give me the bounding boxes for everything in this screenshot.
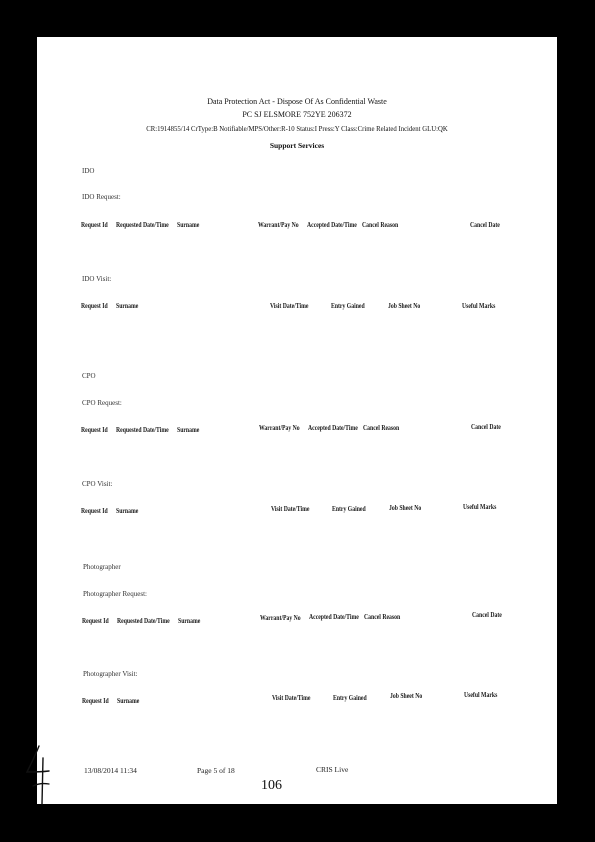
col-cancel-reason: Cancel Reason	[362, 221, 399, 229]
col-useful-marks: Useful Marks	[462, 302, 496, 310]
col-useful-marks: Useful Marks	[464, 691, 498, 699]
col-cancel-date: Cancel Date	[470, 221, 500, 229]
col-accepted-datetime: Accepted Date/Time	[309, 613, 359, 621]
header-line-1: Data Protection Act - Dispose Of As Confidential Waste	[207, 97, 387, 106]
col-surname: Surname	[116, 507, 139, 515]
col-entry-gained: Entry Gained	[332, 505, 366, 513]
section-photographer-request: Photographer Request:	[83, 590, 147, 598]
col-requested-datetime: Requested Date/Time	[116, 221, 169, 229]
header-line-2: PC SJ ELSMORE 752YE 206372	[242, 110, 352, 119]
col-cancel-reason: Cancel Reason	[363, 424, 400, 432]
section-photographer-visit: Photographer Visit:	[83, 670, 138, 678]
col-warrant-pay-no: Warrant/Pay No	[260, 614, 301, 622]
col-request-id: Request Id	[82, 697, 109, 705]
footer-datetime: 13/08/2014 11:34	[84, 766, 137, 775]
section-ido: IDO	[82, 167, 95, 175]
col-requested-datetime: Requested Date/Time	[117, 617, 170, 625]
section-ido-request: IDO Request:	[82, 193, 121, 201]
section-cpo-request: CPO Request:	[82, 399, 122, 407]
section-photographer: Photographer	[83, 563, 121, 571]
header-line-4: Support Services	[269, 141, 325, 150]
col-job-sheet-no: Job Sheet No	[388, 302, 421, 310]
footer-page: Page 5 of 18	[197, 766, 235, 775]
footer-system: CRIS Live	[316, 765, 349, 774]
col-surname: Surname	[177, 221, 200, 229]
section-ido-visit: IDO Visit:	[82, 275, 112, 283]
col-cancel-date: Cancel Date	[471, 423, 501, 431]
col-entry-gained: Entry Gained	[333, 694, 367, 702]
col-surname: Surname	[117, 697, 140, 705]
page-number: 106	[261, 778, 282, 793]
col-cancel-reason: Cancel Reason	[364, 613, 401, 621]
section-cpo: CPO	[82, 372, 96, 380]
col-request-id: Request Id	[81, 302, 108, 310]
col-surname: Surname	[177, 426, 200, 434]
col-request-id: Request Id	[81, 507, 108, 515]
col-visit-datetime: Visit Date/Time	[271, 505, 310, 513]
col-surname: Surname	[116, 302, 139, 310]
col-cancel-date: Cancel Date	[472, 611, 502, 619]
col-request-id: Request Id	[81, 426, 108, 434]
col-request-id: Request Id	[82, 617, 109, 625]
col-warrant-pay-no: Warrant/Pay No	[259, 424, 300, 432]
section-cpo-visit: CPO Visit:	[82, 480, 113, 488]
col-visit-datetime: Visit Date/Time	[272, 694, 311, 702]
document-page	[37, 37, 557, 804]
col-entry-gained: Entry Gained	[331, 302, 365, 310]
col-warrant-pay-no: Warrant/Pay No	[258, 221, 299, 229]
col-surname: Surname	[178, 617, 201, 625]
col-job-sheet-no: Job Sheet No	[390, 692, 423, 700]
col-accepted-datetime: Accepted Date/Time	[307, 221, 357, 229]
col-useful-marks: Useful Marks	[463, 503, 497, 511]
col-job-sheet-no: Job Sheet No	[389, 504, 422, 512]
col-requested-datetime: Requested Date/Time	[116, 426, 169, 434]
col-visit-datetime: Visit Date/Time	[270, 302, 309, 310]
handwritten-mark-icon	[17, 742, 57, 812]
col-accepted-datetime: Accepted Date/Time	[308, 424, 358, 432]
header-line-3: CR:1914855/14 CrType:B Notifiable/MPS/Other:R-10 Status:I Press:Y Class:Crime Related Incident GLU:QK	[146, 124, 448, 133]
col-request-id: Request Id	[81, 221, 108, 229]
